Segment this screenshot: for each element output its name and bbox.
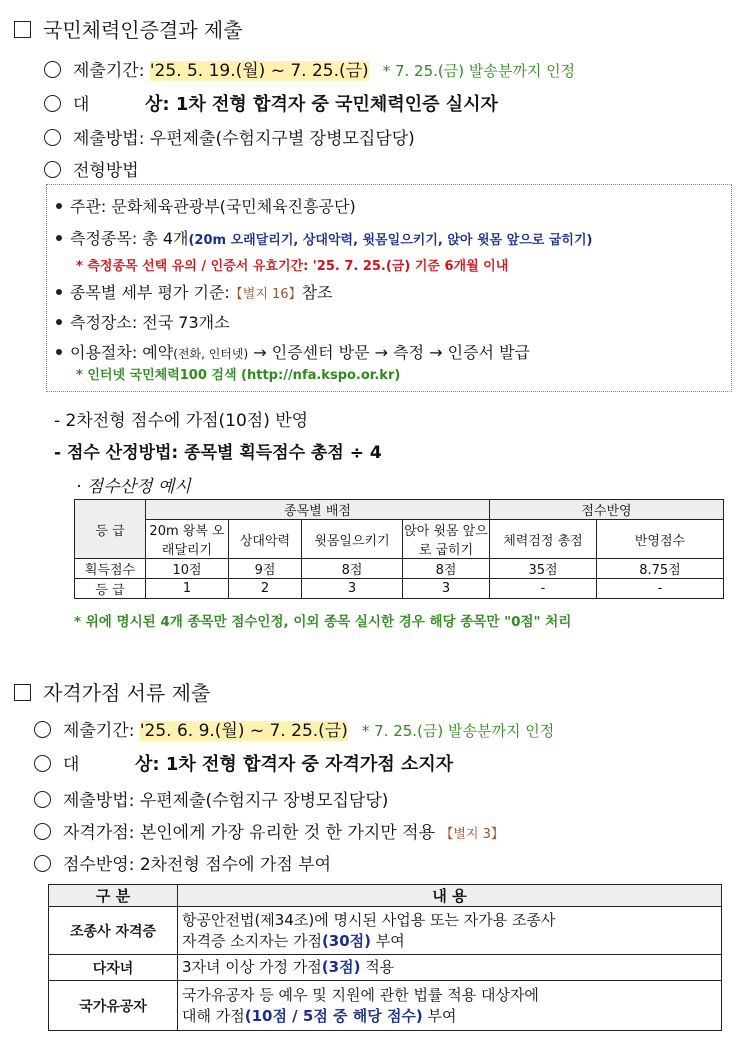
bullet-dot-icon: [56, 349, 62, 355]
table-row: 획득점수 10점 9점 8점 8점 35점 8.75점: [75, 559, 724, 579]
bonus-table: [48, 884, 722, 1031]
circle-bullet-icon: [44, 61, 61, 78]
bullet-dot-icon: [56, 319, 62, 325]
th-content: 내 용: [178, 885, 722, 907]
box-events-note: * 측정종목 선택 유의 / 인증서 유효기간: '25. 7. 25.(금) 기준 6개월 이내: [76, 259, 509, 274]
section1-title: 국민체력인증결과 제출: [14, 14, 243, 43]
sec1-period: 제출기간: '25. 5. 19.(월) ~ 7. 25.(금) * 7. 25.(금) 발송분까지 인정: [44, 56, 575, 81]
table-row: 조종사 자격증 항공안전법(제34조)에 명시된 사업용 또는 자가용 조종사 자격증 소지자는 가점(30점) 부여: [49, 907, 722, 955]
circle-bullet-icon: [34, 855, 51, 872]
box-procedure-note: * 인터넷 국민체력100 검색 (http://nfa.kspo.or.kr): [76, 368, 401, 383]
box-item-procedure: 이용절차: 예약(전화, 인터넷) → 인증센터 방문 → 측정 → 인증서 발급: [56, 340, 530, 363]
circle-bullet-icon: [34, 791, 51, 808]
sec2-apply: 점수반영: 2차전형 점수에 가점 부여: [34, 850, 331, 875]
circle-bullet-icon: [34, 755, 51, 772]
th-col: 윗몸일으키기: [302, 520, 403, 559]
circle-bullet-icon: [44, 95, 61, 112]
bullet-dot-icon: [56, 203, 62, 209]
box-item-location: 측정장소: 전국 73개소: [56, 310, 230, 333]
dash-scoring: - 점수 산정방법: 종목별 획득점수 총점 ÷ 4: [54, 443, 382, 463]
sec1-footnote: * 위에 명시된 4개 종목만 점수인정, 이외 종목 실시한 경우 해당 종목만 "0점" 처리: [74, 614, 572, 630]
score-example-table: [74, 499, 724, 599]
checkbox-square-icon: [14, 21, 31, 38]
sec2-period-value: '25. 6. 9.(월) ~ 7. 25.(금): [139, 721, 348, 741]
th-group-score: 점수반영: [490, 500, 724, 520]
sec2-period-note: * 7. 25.(금) 발송분까지 인정: [361, 722, 555, 740]
th-grade: 등 급: [75, 500, 146, 559]
circle-bullet-icon: [44, 161, 61, 178]
th-col: 반영점수: [597, 520, 724, 559]
table-row: 다자녀 3자녀 이상 가정 가점(3점) 적용: [49, 955, 722, 981]
sec2-period: 제출기간: '25. 6. 9.(월) ~ 7. 25.(금) * 7. 25.(금) 발송분까지 인정: [34, 716, 554, 741]
sec2-method: 제출방법: 우편제출(수험지구 장병모집담당): [34, 786, 388, 811]
sec1-method: 제출방법: 우편제출(수험지구별 장병모집담당): [44, 124, 415, 149]
sec1-selection: 전형방법: [44, 156, 139, 181]
table-row: 국가유공자 국가유공자 등 예우 및 지원에 관한 법률 적용 대상자에 대해 가점(10점 / 5점 중 해당 점수) 부여: [49, 981, 722, 1031]
sec2-bonus: 자격가점: 본인에게 가장 유리한 것 한 가지만 적용 【별지 3】: [34, 818, 504, 843]
box-item-criteria: 종목별 세부 평가 기준:【별지 16】참조: [56, 280, 332, 303]
bullet-dot-icon: [56, 289, 62, 295]
th-col: 20m 왕복 오래달리기: [146, 520, 229, 559]
section2-title: 자격가점 서류 제출: [14, 677, 210, 706]
th-col: 체력검정 총점: [490, 520, 597, 559]
th-col: 상대악력: [229, 520, 302, 559]
example-label: · 점수산정 예시: [76, 477, 191, 497]
sec1-period-note: * 7. 25.(금) 발송분까지 인정: [382, 62, 576, 80]
dash-bonus: - 2차전형 점수에 가점(10점) 반영: [54, 411, 309, 431]
sec1-target: 대 상: 1차 전형 합격자 중 국민체력인증 실시자: [44, 90, 498, 116]
box-item-events: 측정종목: 총 4개(20m 오래달리기, 상대악력, 윗몸일으키기, 앉아 윗몸 앞으로 굽히기): [56, 226, 592, 249]
sec1-period-value: '25. 5. 19.(월) ~ 7. 25.(금): [149, 61, 369, 81]
table-row: 등 급 1 2 3 3 - -: [75, 579, 724, 599]
th-group-events: 종목별 배점: [146, 500, 490, 520]
circle-bullet-icon: [44, 129, 61, 146]
box-item-host: 주관: 문화체육관광부(국민체육진흥공단): [56, 194, 356, 217]
th-col: 앉아 윗몸 앞으로 굽히기: [403, 520, 490, 559]
attachment-tag: 【별지 3】: [440, 827, 504, 842]
circle-bullet-icon: [34, 721, 51, 738]
sec2-target: 대 상: 1차 전형 합격자 중 자격가점 소지자: [34, 750, 453, 776]
th-category: 구 분: [49, 885, 178, 907]
circle-bullet-icon: [34, 823, 51, 840]
checkbox-square-icon: [14, 684, 31, 701]
attachment-tag: 【별지 16】: [229, 287, 302, 302]
bullet-dot-icon: [56, 235, 62, 241]
